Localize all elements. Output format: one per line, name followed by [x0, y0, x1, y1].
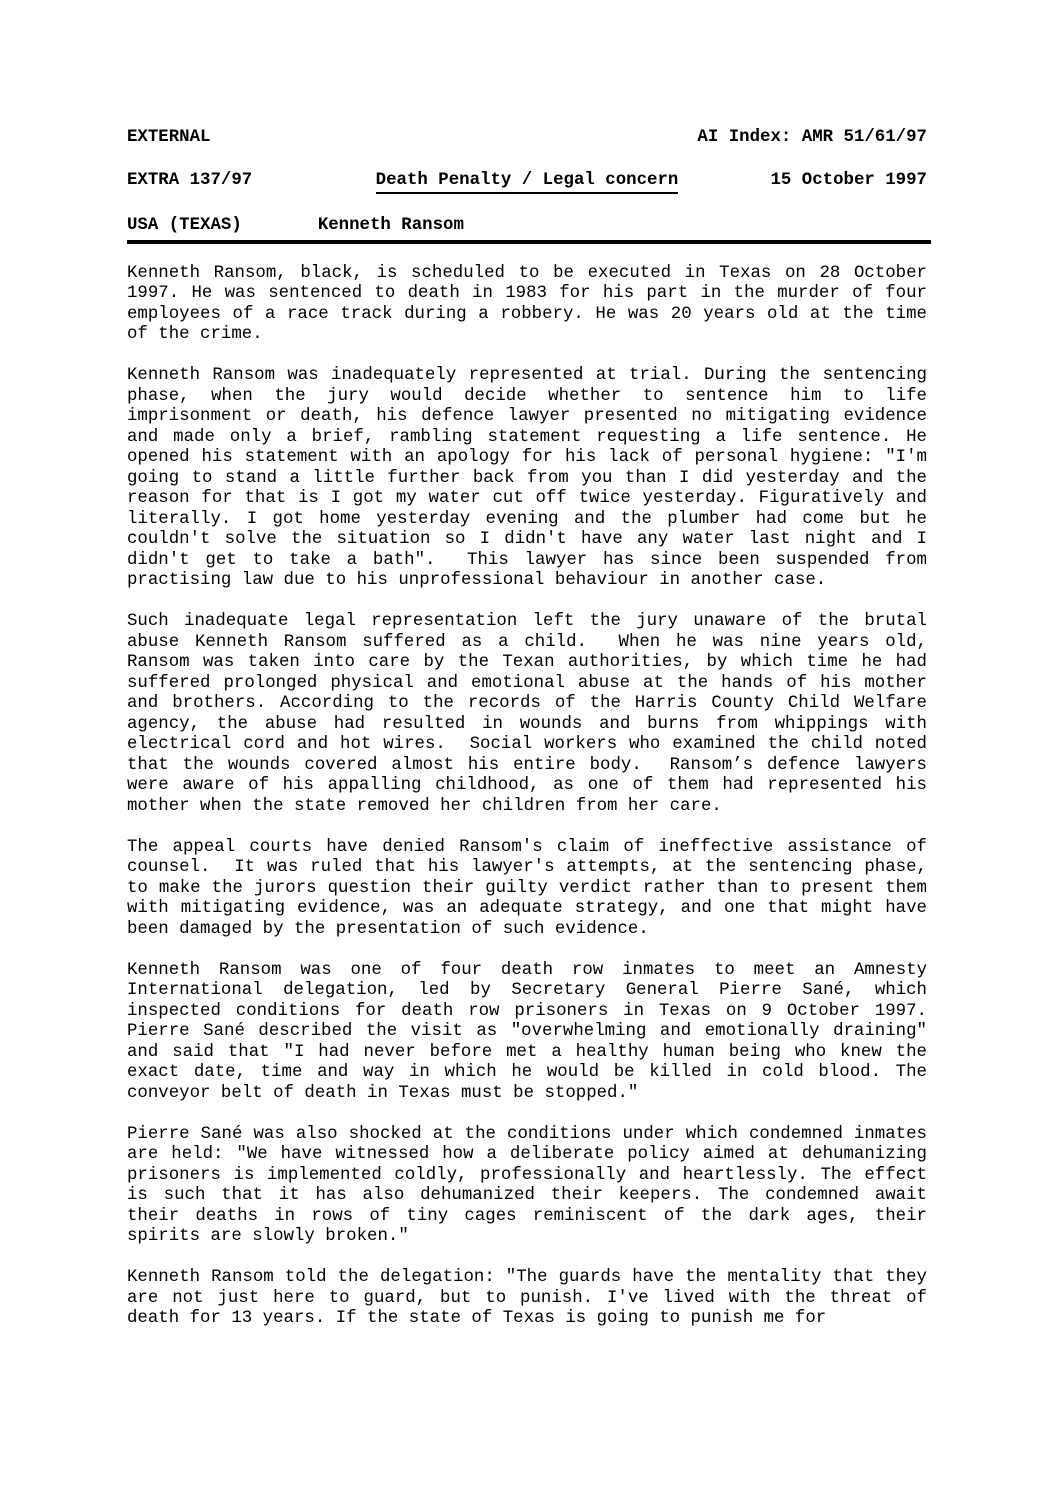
subject-title: Death Penalty / Legal concern [376, 171, 679, 195]
header-row-title [127, 171, 927, 195]
paragraph-appeal-courts: The appeal courts have denied Ransom's claim of ineffective assistance of counsel. It was ruled that his lawyer's attempts, at the sentencing phase, to make the jurors question their guilty verdict rather than to present them with mitigating evidence, was an adequate strategy, and one that might have been damaged by the presentation of such evidence. [127, 837, 938, 939]
paragraph-trial-representation: Kenneth Ransom was inadequately represented at trial. During the sentencing phase, when the jury would decide whether to sentence him to life imprisonment or death, his defence lawyer presented no mitigating evidence and made only a brief, rambling statement requesting a life sentence. He opened his statement with an apology for his lack of personal hygiene: "I'm going to stand a little further back from you than I did yesterday and the reason for that is I got my water cut off twice yesterday. Figuratively and literally. I got home yesterday evening and the plumber had come but he couldn't solve the situation so I didn't have any water last night and I didn't get to take a bath". This lawyer has since been suspended from practising law due to his unprofessional behaviour in another case. [127, 366, 938, 590]
paragraph-sane-conditions: Pierre Sané was also shocked at the conditions under which condemned inmates are held: "We have witnessed how a deliberate policy aimed at dehumanizing prisoners is implemented coldly, professionally and heartlessly. The effect is such that it has also dehumanized their keepers. The condemned await their deaths in rows of tiny cages reminiscent of the dark ages, their spirits are slowly broken." [127, 1124, 938, 1246]
country-label: USA (TEXAS) [127, 216, 242, 235]
date-label: 15 October 1997 [770, 170, 927, 190]
paragraph-ransom-quote: Kenneth Ransom told the delegation: "The guards have the mentality that they are not just here to guard, but to punish. I've lived with the threat of death for 13 years. If the state of Texas is going to punish me for [127, 1268, 938, 1328]
header-row-classification [127, 128, 927, 149]
paragraph-intro: Kenneth Ransom, black, is scheduled to be executed in Texas on 28 October 1997. He was sentenced to death in 1983 for his part in the murder of four employees of a race track during a robbery. He was 20 years old at the time of the crime. [127, 263, 938, 344]
paragraph-amnesty-delegation: Kenneth Ransom was one of four death row inmates to meet an Amnesty International delegation, led by Secretary General Pierre Sané, which inspected conditions for death row prisoners in Texas on 9 October 1997. Pierre Sané described the visit as "overwhelming and emotionally draining" and said that "I had never before met a healthy human being who knew the exact date, time and way in which he would be killed in cold blood. The conveyor belt of death in Texas must be stopped." [127, 960, 938, 1103]
ai-index-label: AI Index: AMR 51/61/97 [697, 128, 927, 147]
paragraph-childhood-abuse: Such inadequate legal representation left the jury unaware of the brutal abuse Kenneth Ransom suffered as a child. When he was nine years old, Ransom was taken into care by the Texan authorities, by which time he had suffered prolonged physical and emotional abuse at the hands of his mother and brothers. According to the records of the Harris County Child Welfare agency, the abuse had resulted in wounds and burns from whippings with electrical cord and hot wires. Social workers who examined the child noted that the wounds covered almost his entire body. Ransom’s defence lawyers were aware of his appalling childhood, as one of them had represented his mother when the state removed her children from her care. [127, 612, 938, 816]
person-name: Kenneth Ransom [317, 216, 464, 235]
extra-ref-label: EXTRA 137/97 [127, 170, 253, 190]
header-row-case [127, 216, 927, 237]
document-body [127, 263, 938, 1330]
classification-label: EXTERNAL [127, 128, 211, 147]
header-rule [127, 240, 931, 244]
